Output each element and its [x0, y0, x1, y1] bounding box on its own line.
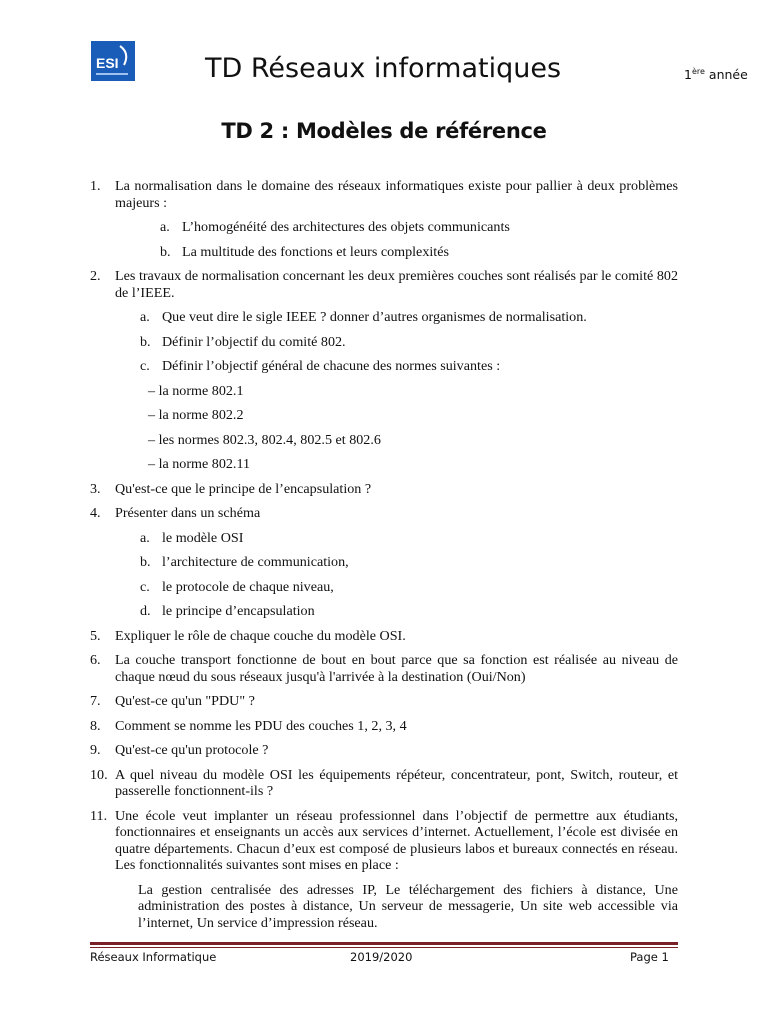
- sub-item: c. Définir l’objectif général de chacune des normes suivantes :: [140, 358, 501, 374]
- question-10: 10. A quel niveau du modèle OSI les équipements répéteur, concentrateur, pont, Switch, routeur, et passerelle fonctionnent-ils ?: [90, 766, 678, 799]
- question-7: 7. Qu'est-ce qu'un "PDU" ?: [90, 693, 255, 709]
- question-3: 3. Qu'est-ce que le principe de l’encapsulation ?: [90, 480, 372, 497]
- footer-rule-thin: [90, 947, 678, 948]
- sub-item: c. le protocole de chaque niveau,: [140, 578, 334, 595]
- year-label: 1ère année: [684, 67, 748, 83]
- norm-item: – la norme 802.2: [148, 407, 244, 423]
- question-11-details: La gestion centralisée des adresses IP, Le téléchargement des fichiers à distance, Une administration des postes à distance, Un serveur de messagerie, Un site web accessible via l’internet, Un service d’impression réseau.: [138, 881, 678, 931]
- question-8: 8. Comment se nomme les PDU des couches 1, 2, 3, 4: [90, 717, 407, 734]
- question-2: 2. Les travaux de normalisation concernant les deux premières couches sont réalisés par le comité 802 de l’IEEE.: [90, 268, 678, 301]
- esi-logo: [90, 41, 136, 81]
- sub-item: b. l’architecture de communication,: [140, 554, 349, 570]
- sub-item: b. Définir l’objectif du comité 802.: [140, 333, 346, 350]
- question-11: 11. Une école veut implanter un réseau professionnel dans l’objectif de permettre aux étudiants, fonctionnaires et enseignants un accès aux services d’internet. Actuellement, l’école est divisée en quatre départements. Chacun d’eux est composé de plusieurs labos et bureaux connectés en réseau. Les fonctionnalités suivantes sont mises en place :: [90, 807, 678, 873]
- sub-item: a. Que veut dire le sigle IEEE ? donner d’autres organismes de normalisation.: [140, 309, 587, 325]
- question-5: 5. Expliquer le rôle de chaque couche du modèle OSI.: [90, 627, 406, 644]
- svg-text:ESI: ESI: [96, 55, 119, 71]
- document-title: TD Réseaux informatiques: [205, 53, 562, 84]
- sub-item: b. La multitude des fonctions et leurs complexités: [160, 243, 449, 260]
- td-title: TD 2 : Modèles de référence: [221, 119, 547, 143]
- sub-item: d. le principe d’encapsulation: [140, 603, 315, 619]
- sub-item: a. le modèle OSI: [140, 529, 244, 546]
- footer-center: 2019/2020: [350, 950, 413, 964]
- footer-page-number: Page 1: [630, 950, 669, 964]
- norm-item: – la norme 802.1: [148, 382, 244, 399]
- footer-left: Réseaux Informatique: [90, 950, 217, 964]
- question-list: [90, 178, 678, 931]
- norm-item: – la norme 802.11: [148, 456, 251, 472]
- question-1: 1. La normalisation dans le domaine des réseaux informatiques existe pour pallier à deux problèmes majeurs :: [90, 178, 678, 211]
- sub-item: a. L’homogénéité des architectures des objets communicants: [160, 219, 510, 235]
- question-4: 4. Présenter dans un schéma: [90, 505, 261, 521]
- question-6: 6. La couche transport fonctionne de bout en bout parce que sa fonction est réalisée au niveau de chaque nœud du sous réseaux jusqu'à l'arrivée à la destination (Oui/Non): [90, 652, 678, 685]
- footer-rule: [90, 942, 678, 945]
- question-9: 9. Qu'est-ce qu'un protocole ?: [90, 742, 269, 758]
- norm-item: – les normes 802.3, 802.4, 802.5 et 802.6: [148, 431, 381, 448]
